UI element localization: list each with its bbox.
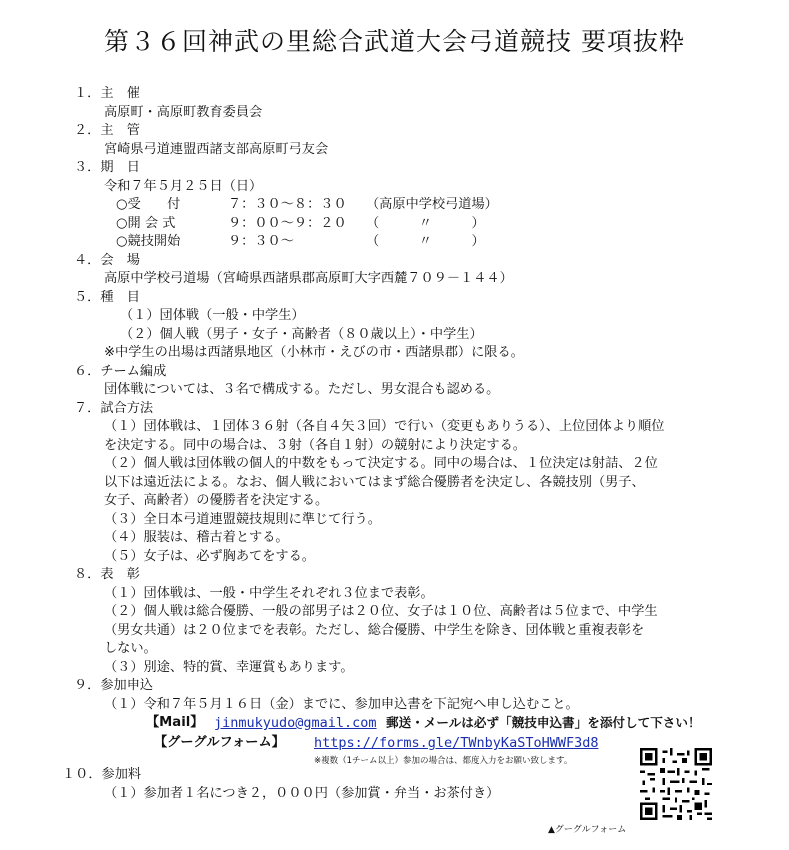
mail-note: 郵送・メールは必ず「競技申込書」を添付して下さい！ (386, 715, 701, 730)
section-8-item-line: しない。 (104, 641, 157, 656)
schedule-time: ９：００～９：２０ (228, 215, 347, 231)
section-4-heading: ４．会 場 (74, 252, 140, 268)
section-3-heading: ３．期 日 (74, 160, 140, 175)
section-4-body: 高原中学校弓道場（宮崎県西諸県郡高原町大字西麓７０９－１４４） (104, 271, 513, 286)
section-7-item-line: （４）服装は、稽古着とする。 (104, 530, 289, 545)
schedule-label: ○開 会 式 (116, 215, 176, 231)
qr-caption: ▲グーグルフォーム (548, 825, 627, 835)
schedule-place: （高原中学校弓道場） (366, 197, 498, 212)
mail-address-link[interactable]: jinmukyudo@gmail.com (214, 715, 377, 731)
section-7-item-line: （１）団体戦は、１団体３６射（各自４矢３回）で行い（変更もありうる）、上位団体より順位 (104, 419, 665, 434)
section-7-item-line: 女子、高齢者）の優勝者を決定する。 (104, 493, 329, 508)
schedule-place: （ 〃 ） (366, 234, 485, 249)
section-5-heading: ５．種 目 (74, 289, 140, 305)
section-8-heading: ８．表 彰 (74, 567, 140, 582)
form-label: 【グーグルフォーム】 (154, 735, 285, 750)
section-2-heading: ２．主 管 (74, 123, 140, 138)
section-9-item: （１）令和７年５月１６日（金）までに、参加申込書を下記宛へ申し込むこと。 (104, 696, 579, 712)
section-8-item-line: （３）別途、特的賞、幸運賞もあります。 (104, 659, 354, 675)
section-7-item-line: を決定する。同中の場合は、３射（各自１射）の競射により決定する。 (104, 437, 526, 453)
section-2-body: 宮崎県弓道連盟西諸支部高原町弓友会 (104, 141, 329, 157)
section-8-item-line: （１）団体戦は、一般・中学生それぞれ３位まで表彰。 (104, 585, 434, 601)
document-body (62, 85, 774, 803)
mail-label: 【Mail】 (146, 715, 204, 730)
section-7-heading: ７．試合方法 (74, 400, 154, 416)
section-6-heading: ６．チーム編成 (74, 363, 167, 379)
qr-code-icon[interactable] (632, 748, 720, 820)
form-url-link[interactable]: https://forms.gle/TWnbyKaSToHWWF3d8 (314, 735, 599, 751)
mail-row (74, 714, 774, 734)
schedule-label: ○受 付 (116, 197, 181, 212)
section-5-item: （１）団体戦（一般・中学生） (120, 308, 305, 323)
schedule-time: ７：３０～８：３０ (228, 197, 347, 212)
schedule-row (74, 233, 774, 252)
section-7-item-line: 以下は遠近法による。なお、個人戦においてはまず総合優勝者を決定し、各競技別（男子、 (104, 474, 645, 490)
page-title: 第３６回神武の里総合武道大会弓道競技 要項抜粋 (104, 27, 685, 56)
section-7-item-line: （５）女子は、必ず胸あてをする。 (104, 548, 315, 564)
schedule-row (74, 196, 774, 215)
form-note: ※複数（1チーム以上）参加の場合は、都度入力をお願い致します。 (314, 756, 573, 766)
schedule-label: ○競技開始 (116, 234, 181, 249)
section-1-heading: １．主 催 (74, 86, 140, 101)
section-8-item-line: （２）個人戦は総合優勝、一般の部男子は２０位、女子は１０位、高齢者は５位まで、中学生 (104, 604, 658, 619)
section-8-item-line: （男女共通）は２０位までを表彰。ただし、総合優勝、中学生を除き、団体戦と重複表彰を (104, 622, 645, 638)
section-3-date: 令和７年５月２５日（日） (104, 178, 263, 194)
section-5-note: ※中学生の出場は西諸県地区（小林市・えびの市・西諸県郡）に限る。 (104, 345, 524, 360)
section-10-heading: １０．参加料 (62, 767, 142, 782)
section-1-body: 高原町・高原町教育委員会 (104, 104, 263, 120)
section-10-item: （１）参加者１名につき２，０００円（参加賞・弁当・お茶付き） (104, 785, 500, 801)
section-5-item: （２）個人戦（男子・女子・高齢者（８０歳以上）・中学生） (120, 326, 483, 342)
section-9-heading: ９．参加申込 (74, 678, 154, 693)
section-6-body: 団体戦については、３名で構成する。ただし、男女混合も認める。 (104, 382, 500, 397)
section-7-item-line: （２）個人戦は団体戦の個人的中数をもって決定する。同中の場合は、１位決定は射詰、２位 (104, 456, 658, 471)
schedule-time: ９：３０～ (228, 234, 294, 249)
schedule-place: （ 〃 ） (366, 215, 485, 231)
schedule-row (74, 215, 774, 234)
section-7-item-line: （３）全日本弓道連盟競技規則に準じて行う。 (104, 511, 381, 527)
